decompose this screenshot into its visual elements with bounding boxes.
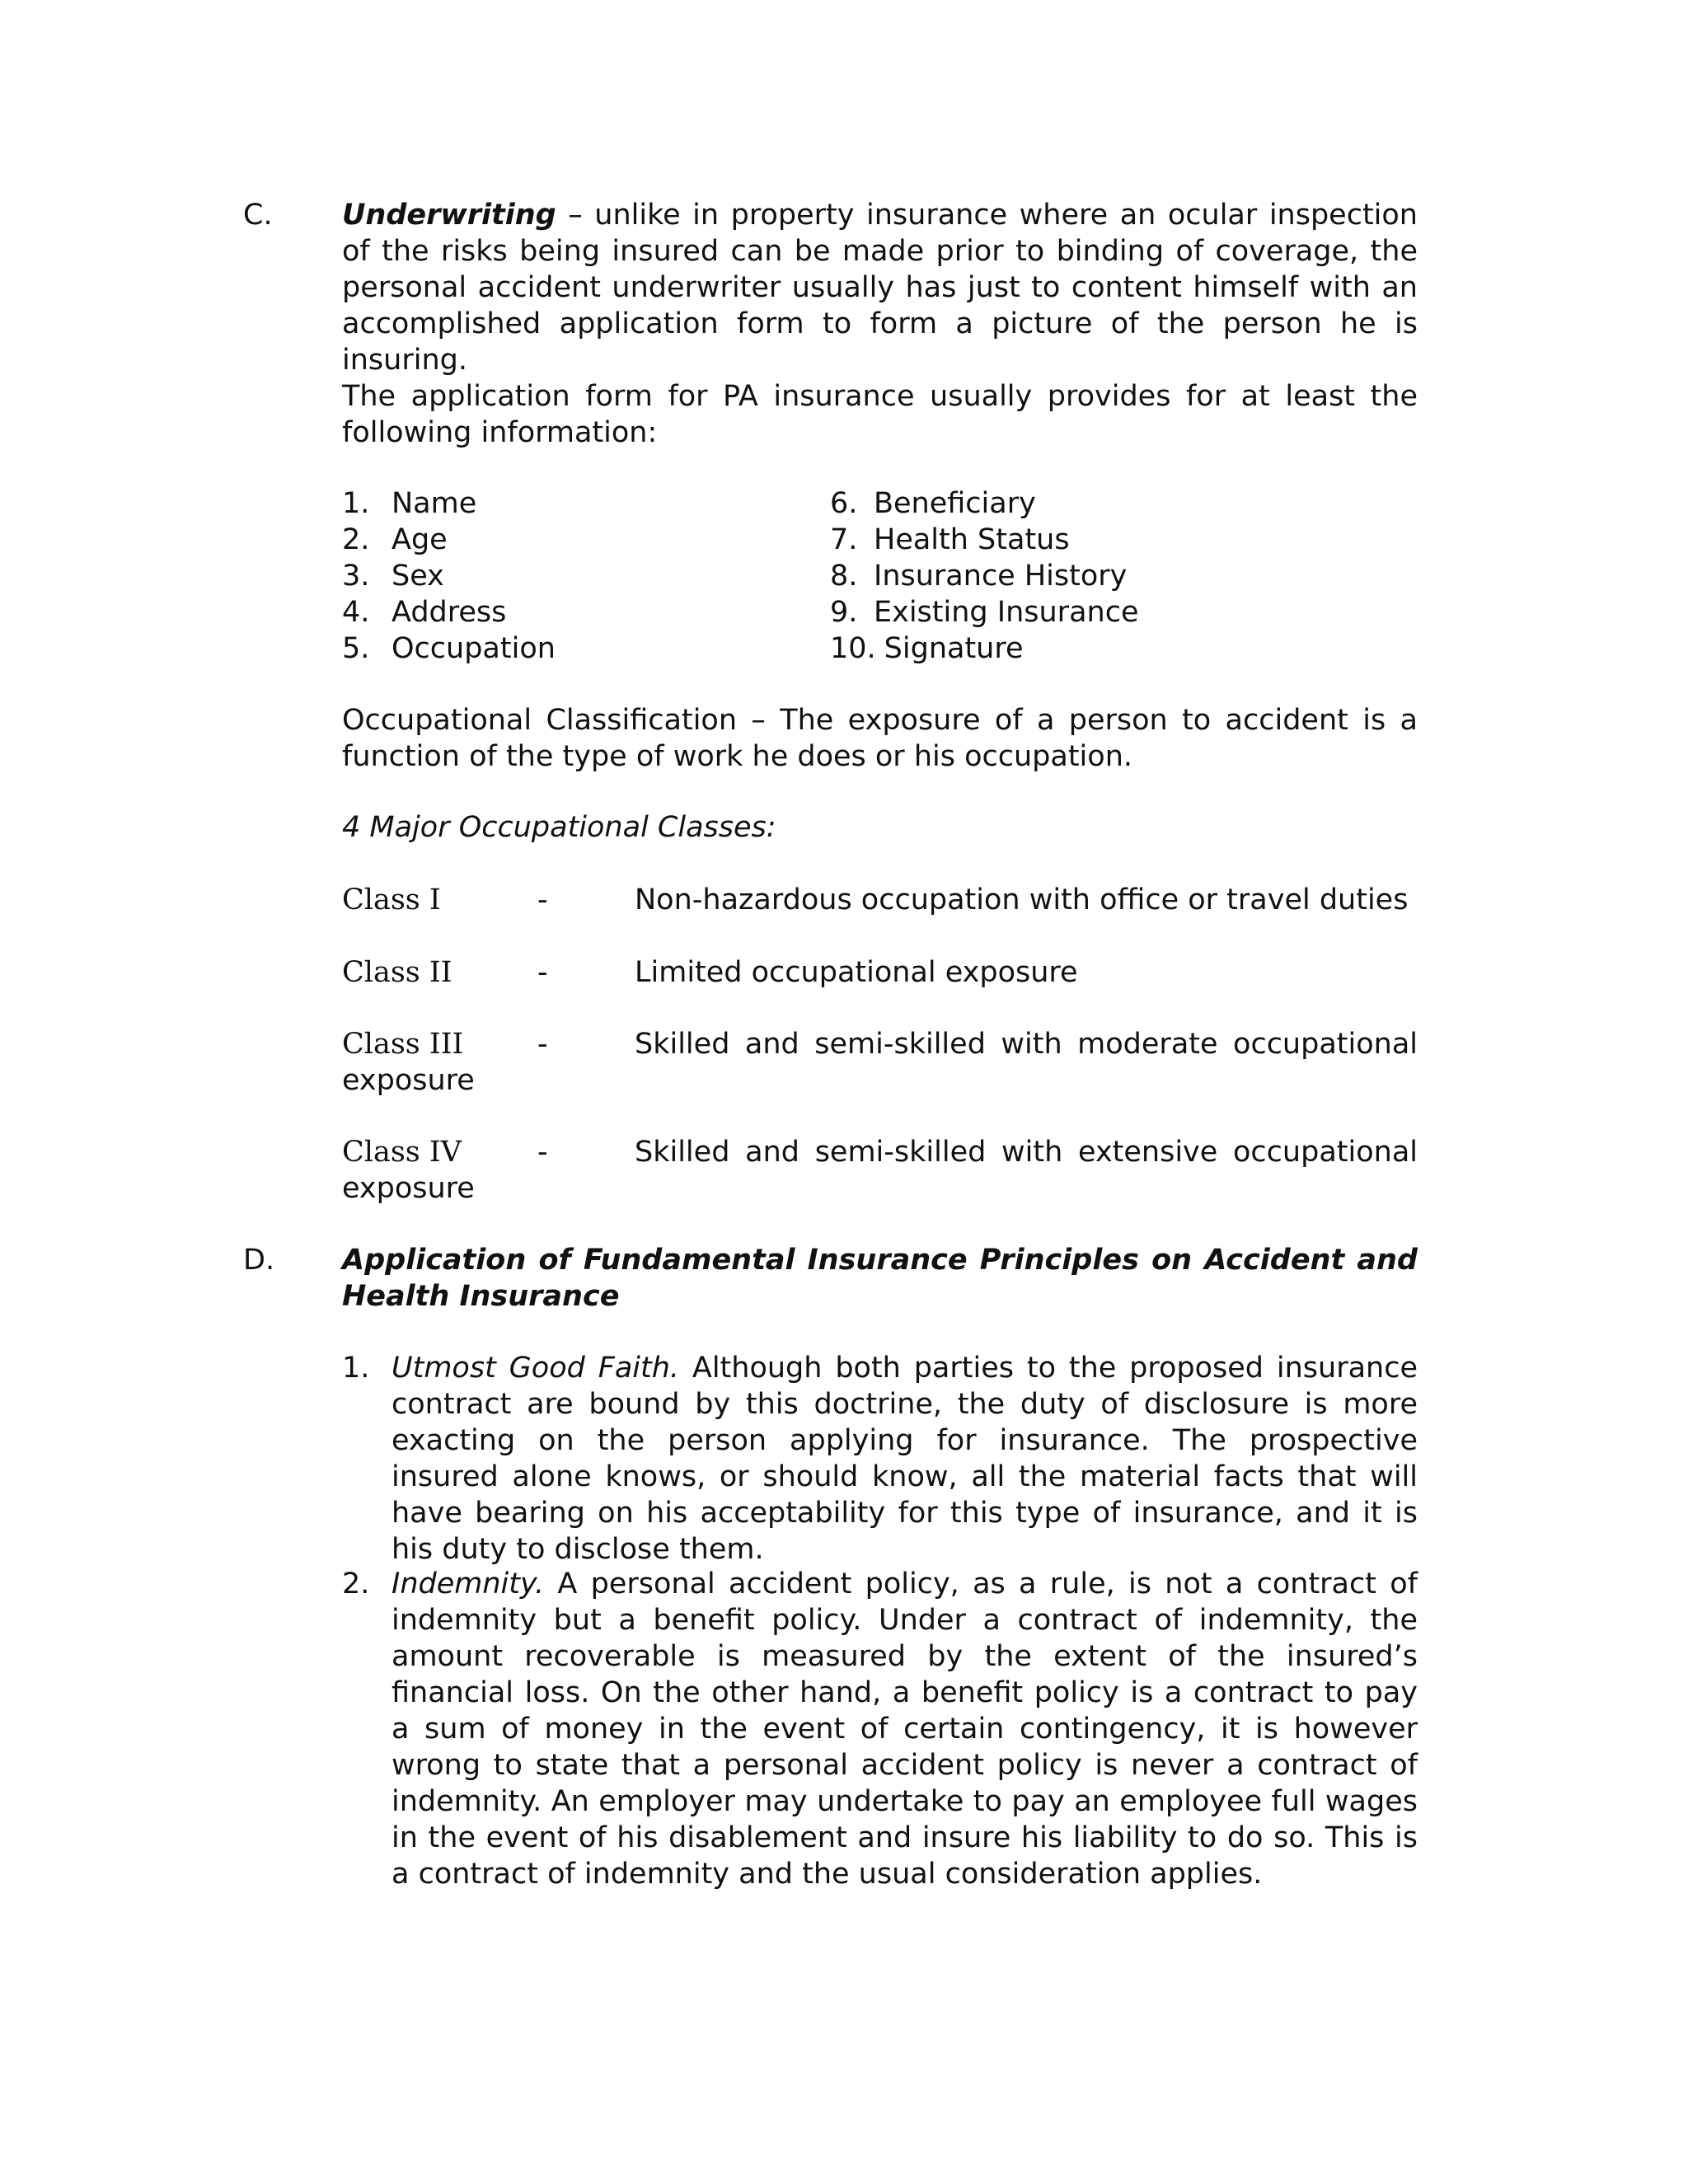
section-c-letter: C. [243, 199, 273, 232]
info-list-item [342, 558, 556, 594]
occupational-classification-paragraph: Occupational Classification – The exposure of a person to accident is a function of the type of work he does or his occupation. [342, 704, 1418, 773]
class-description: Limited occupational exposure [635, 956, 1078, 989]
class-name: Class III [342, 1028, 464, 1061]
info-item-number: 2. [342, 523, 370, 556]
info-list-item [830, 522, 1138, 558]
principle-number: 2. [342, 1568, 370, 1601]
class-description: Non-hazardous occupation with office or travel duties [635, 883, 1409, 916]
info-list-item [830, 558, 1138, 594]
info-item-label: Name [392, 487, 477, 520]
info-item-label: Signature [884, 632, 1024, 665]
info-list-item [342, 594, 556, 630]
class-description-continuation: exposure [342, 1064, 475, 1097]
info-item-label: Age [392, 523, 448, 556]
class-dash: - [537, 883, 548, 916]
info-item-label: Sex [392, 560, 444, 593]
class-dash: - [537, 956, 548, 989]
principle-number: 1. [342, 1352, 370, 1385]
info-item-number: 3. [342, 560, 370, 593]
class-name: Class II [342, 956, 452, 989]
info-item-label: Insurance History [874, 560, 1128, 593]
info-item-label: Existing Insurance [874, 596, 1139, 629]
info-list-item [830, 630, 1138, 667]
info-item-label: Address [392, 596, 507, 629]
info-item-number: 5. [342, 632, 370, 665]
info-list-item [342, 522, 556, 558]
info-list-right [830, 485, 1138, 667]
application-form-paragraph: The application form for PA insurance usually provides for at least the following information: [342, 380, 1418, 449]
info-list-item [830, 485, 1138, 522]
class-dash: - [537, 1028, 548, 1061]
section-c-heading: Underwriting [342, 199, 556, 232]
class-name: Class IV [342, 1136, 462, 1169]
class-description-continuation: exposure [342, 1172, 475, 1205]
class-dash: - [537, 1136, 548, 1169]
info-list-left [342, 485, 556, 667]
section-d-letter: D. [243, 1244, 275, 1277]
info-list-item [830, 594, 1138, 630]
class-row [342, 1134, 1418, 1207]
class-name: Class I [342, 883, 441, 916]
info-item-label: Health Status [874, 523, 1070, 556]
info-item-number: 1. [342, 487, 370, 520]
info-item-number: 6. [830, 487, 858, 520]
info-item-label: Beneficiary [874, 487, 1036, 520]
info-item-number: 10. [830, 632, 876, 665]
principle-paragraph [392, 1566, 1418, 1892]
class-row [342, 1026, 1418, 1099]
principle-text: Although both parties to the proposed insurance contract are bound by this doctrine, the duty of disclosure is more exacting on the person applying for insurance. The prospective insured alone knows, or should know, all the material facts that will have bearing on his acceptability for this type of insurance, and it is his duty to disclose them. [392, 1352, 1418, 1566]
principle-paragraph [392, 1350, 1418, 1568]
principle-term: Utmost Good Faith. [392, 1352, 680, 1385]
info-list-item [342, 630, 556, 667]
info-item-number: 7. [830, 523, 858, 556]
classes-heading: 4 Major Occupational Classes: [342, 811, 776, 844]
info-list-item [342, 485, 556, 522]
principle-text: A personal accident policy, as a rule, is not a contract of indemnity but a benefit policy. Under a contract of indemnity, the amount recoverable is measured by the extent of the insured’s financial loss. On the other hand, a benefit policy is a contract to pay a sum of money in the event of certain contingency, it is however wrong to state that a personal accident policy is never a contract of indemnity. An employer may undertake to pay an employee full wages in the event of his disablement and insure his liability to do so. This is a contract of indemnity and the usual consideration applies. [392, 1568, 1418, 1891]
class-description: Skilled and semi-skilled with moderate occupational [635, 1028, 1418, 1061]
info-item-label: Occupation [392, 632, 556, 665]
info-item-number: 8. [830, 560, 858, 593]
section-c-intro-paragraph [342, 197, 1418, 378]
section-d-heading: Application of Fundamental Insurance Principles on Accident and Health Insurance [342, 1244, 1418, 1313]
class-description: Skilled and semi-skilled with extensive occupational [635, 1136, 1418, 1169]
info-item-number: 9. [830, 596, 858, 629]
section-c-intro-text: – unlike in property insurance where an ocular inspection of the risks being insured can be made prior to binding of coverage, the personal accident underwriter usually has just to content himself with an accomplished application form to form a picture of the person he is insuring. [342, 199, 1418, 377]
principle-term: Indemnity. [392, 1568, 545, 1601]
info-item-number: 4. [342, 596, 370, 629]
